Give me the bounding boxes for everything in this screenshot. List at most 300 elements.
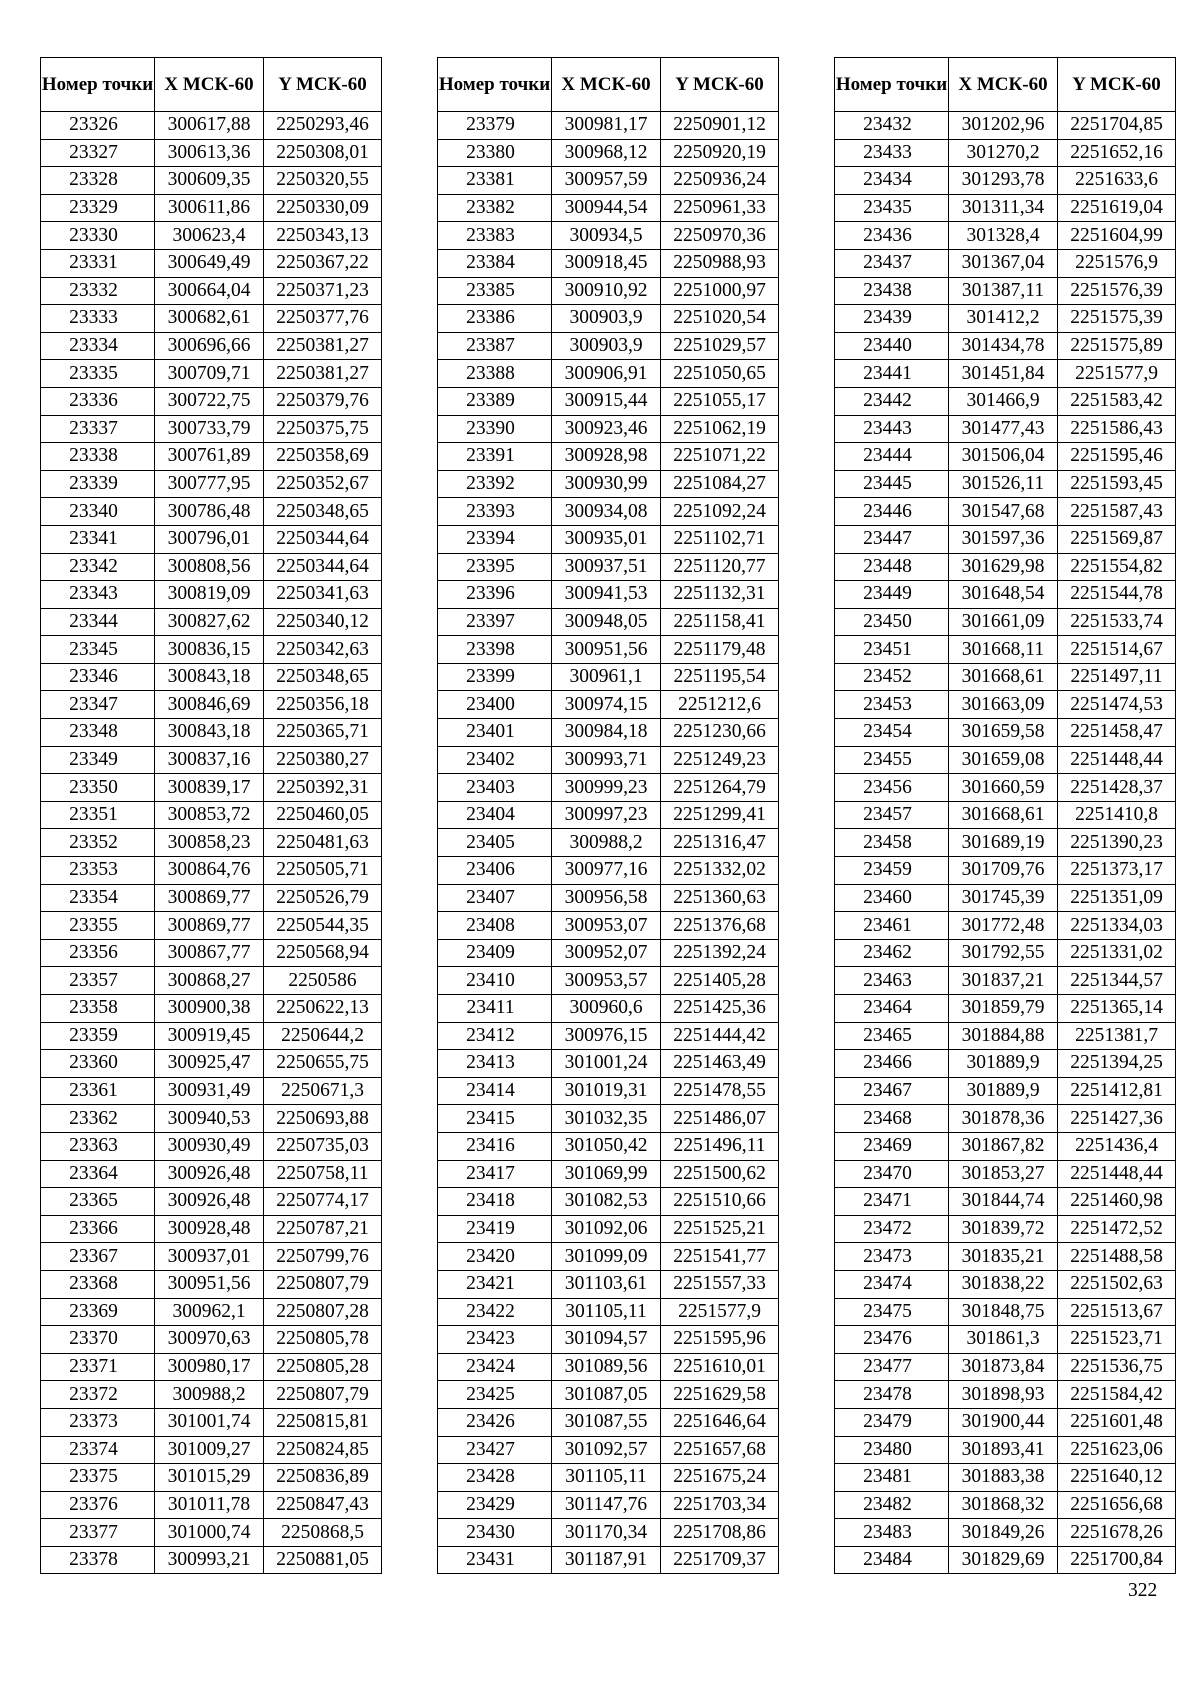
table-row [41,608,382,636]
table-row [835,443,1176,471]
cell-point-number: 23446 [835,498,949,526]
cell-x: 301629,98 [949,553,1058,581]
table-row [41,553,382,581]
table-row [835,387,1176,415]
cell-y: 2251523,71 [1058,1326,1176,1354]
table-row [438,498,779,526]
cell-x: 300609,35 [155,167,264,195]
table-row [835,636,1176,664]
cell-y: 2251604,99 [1058,222,1176,250]
cell-y: 2251640,12 [1058,1464,1176,1492]
table-row [835,470,1176,498]
table-row [41,1132,382,1160]
cell-x: 300819,09 [155,581,264,609]
cell-x: 301668,61 [949,663,1058,691]
cell-x: 301019,31 [552,1077,661,1105]
cell-x: 300869,77 [155,884,264,912]
cell-y: 2250868,5 [264,1519,382,1547]
cell-point-number: 23474 [835,1270,949,1298]
cell-x: 301868,32 [949,1491,1058,1519]
cell-point-number: 23430 [438,1519,552,1547]
cell-x: 300696,66 [155,332,264,360]
cell-y: 2251428,37 [1058,774,1176,802]
cell-point-number: 23424 [438,1353,552,1381]
table-row [41,249,382,277]
table-row [438,1077,779,1105]
cell-y: 2251502,63 [1058,1270,1176,1298]
cell-y: 2251575,39 [1058,305,1176,333]
cell-y: 2250348,65 [264,498,382,526]
cell-x: 301293,78 [949,167,1058,195]
cell-x: 300993,71 [552,746,661,774]
table-row [835,1215,1176,1243]
page-number: 322 [1128,1580,1158,1601]
table-row [835,1022,1176,1050]
table-row [438,774,779,802]
cell-point-number: 23428 [438,1464,552,1492]
cell-point-number: 23476 [835,1326,949,1354]
cell-x: 300923,46 [552,415,661,443]
table-row [835,939,1176,967]
table-row [41,112,382,140]
cell-y: 2250799,76 [264,1243,382,1271]
cell-point-number: 23452 [835,663,949,691]
cell-point-number: 23356 [41,939,155,967]
table-row [41,1381,382,1409]
cell-x: 301660,59 [949,774,1058,802]
cell-point-number: 23359 [41,1022,155,1050]
cell-point-number: 23447 [835,525,949,553]
cell-point-number: 23454 [835,719,949,747]
table-body [835,112,1176,1574]
table-row [835,1546,1176,1574]
cell-point-number: 23405 [438,829,552,857]
cell-x: 300961,1 [552,663,661,691]
table-row [41,139,382,167]
cell-point-number: 23354 [41,884,155,912]
cell-x: 301011,78 [155,1491,264,1519]
cell-y: 2251709,37 [661,1546,779,1574]
cell-point-number: 23484 [835,1546,949,1574]
cell-point-number: 23445 [835,470,949,498]
cell-y: 2250787,21 [264,1215,382,1243]
table-row [835,1077,1176,1105]
cell-point-number: 23464 [835,995,949,1023]
cell-point-number: 23369 [41,1298,155,1326]
table-row [835,332,1176,360]
cell-point-number: 23480 [835,1436,949,1464]
cell-y: 2250348,65 [264,663,382,691]
table-row [438,112,779,140]
cell-point-number: 23440 [835,332,949,360]
cell-x: 300935,01 [552,525,661,553]
cell-point-number: 23347 [41,691,155,719]
cell-y: 2250343,13 [264,222,382,250]
table-row [438,360,779,388]
cell-x: 300869,77 [155,912,264,940]
coordinates-table-2 [437,57,779,1574]
cell-y: 2251700,84 [1058,1546,1176,1574]
cell-x: 301087,05 [552,1381,661,1409]
cell-x: 301367,04 [949,249,1058,277]
cell-x: 301884,88 [949,1022,1058,1050]
cell-y: 2251392,24 [661,939,779,967]
cell-x: 300910,92 [552,277,661,305]
cell-point-number: 23375 [41,1464,155,1492]
cell-point-number: 23402 [438,746,552,774]
table-row [41,884,382,912]
cell-point-number: 23383 [438,222,552,250]
cell-y: 2251029,57 [661,332,779,360]
cell-x: 300682,61 [155,305,264,333]
cell-x: 301659,58 [949,719,1058,747]
cell-x: 301547,68 [949,498,1058,526]
table-row [41,774,382,802]
table-row [835,608,1176,636]
cell-y: 2251071,22 [661,443,779,471]
cell-point-number: 23393 [438,498,552,526]
cell-x: 301092,57 [552,1436,661,1464]
cell-x: 301878,36 [949,1105,1058,1133]
cell-y: 2251179,48 [661,636,779,664]
table-row [438,1353,779,1381]
cell-y: 2251557,33 [661,1270,779,1298]
cell-x: 300974,15 [552,691,661,719]
cell-x: 301105,11 [552,1298,661,1326]
cell-point-number: 23330 [41,222,155,250]
cell-point-number: 23328 [41,167,155,195]
table-row [835,1491,1176,1519]
cell-y: 2250671,3 [264,1077,382,1105]
cell-point-number: 23361 [41,1077,155,1105]
cell-x: 301861,3 [949,1326,1058,1354]
header-x: X МСК-60 [949,58,1058,112]
cell-y: 2251381,7 [1058,1022,1176,1050]
cell-y: 2250758,11 [264,1160,382,1188]
cell-y: 2251510,66 [661,1188,779,1216]
cell-y: 2251264,79 [661,774,779,802]
cell-point-number: 23357 [41,967,155,995]
cell-point-number: 23350 [41,774,155,802]
cell-y: 2251212,6 [661,691,779,719]
table-row [835,1132,1176,1160]
cell-x: 301659,08 [949,746,1058,774]
cell-y: 2251576,9 [1058,249,1176,277]
cell-point-number: 23431 [438,1546,552,1574]
cell-point-number: 23327 [41,139,155,167]
cell-point-number: 23339 [41,470,155,498]
table-row [41,912,382,940]
cell-point-number: 23406 [438,857,552,885]
table-row [835,581,1176,609]
cell-y: 2251577,9 [1058,360,1176,388]
cell-y: 2251448,44 [1058,746,1176,774]
table-row [438,1381,779,1409]
header-point-number: Номер точки [438,58,552,112]
cell-point-number: 23404 [438,801,552,829]
table-row [835,967,1176,995]
cell-x: 300611,86 [155,194,264,222]
cell-y: 2250381,27 [264,360,382,388]
table-row [438,194,779,222]
cell-point-number: 23438 [835,277,949,305]
table-row [41,305,382,333]
cell-point-number: 23479 [835,1408,949,1436]
cell-y: 2251652,16 [1058,139,1176,167]
cell-point-number: 23377 [41,1519,155,1547]
table-row [41,498,382,526]
cell-y: 2251050,65 [661,360,779,388]
cell-x: 300925,47 [155,1050,264,1078]
table-row [835,719,1176,747]
cell-y: 2250330,09 [264,194,382,222]
cell-x: 301187,91 [552,1546,661,1574]
cell-point-number: 23411 [438,995,552,1023]
cell-x: 301844,74 [949,1188,1058,1216]
cell-y: 2251587,43 [1058,498,1176,526]
cell-point-number: 23416 [438,1132,552,1160]
cell-y: 2251373,17 [1058,857,1176,885]
cell-point-number: 23459 [835,857,949,885]
table-row [835,1381,1176,1409]
cell-x: 301147,76 [552,1491,661,1519]
table-row [438,939,779,967]
cell-x: 301597,36 [949,525,1058,553]
cell-y: 2251576,39 [1058,277,1176,305]
cell-x: 300999,23 [552,774,661,802]
cell-point-number: 23423 [438,1326,552,1354]
cell-x: 300649,49 [155,249,264,277]
cell-x: 301893,41 [949,1436,1058,1464]
cell-x: 300853,72 [155,801,264,829]
cell-y: 2251230,66 [661,719,779,747]
cell-x: 301069,99 [552,1160,661,1188]
cell-x: 301387,11 [949,277,1058,305]
cell-y: 2251623,06 [1058,1436,1176,1464]
cell-x: 300926,48 [155,1160,264,1188]
cell-x: 301745,39 [949,884,1058,912]
table-row [835,139,1176,167]
cell-x: 301506,04 [949,443,1058,471]
cell-y: 2250988,93 [661,249,779,277]
cell-point-number: 23343 [41,581,155,609]
cell-point-number: 23478 [835,1381,949,1409]
table-row [438,829,779,857]
cell-y: 2250693,88 [264,1105,382,1133]
cell-point-number: 23427 [438,1436,552,1464]
cell-point-number: 23448 [835,553,949,581]
cell-y: 2250356,18 [264,691,382,719]
cell-y: 2251299,41 [661,801,779,829]
cell-point-number: 23439 [835,305,949,333]
cell-y: 2251486,07 [661,1105,779,1133]
cell-x: 301089,56 [552,1353,661,1381]
table-row [438,1436,779,1464]
cell-x: 300617,88 [155,112,264,140]
cell-y: 2250961,33 [661,194,779,222]
cell-x: 300951,56 [155,1270,264,1298]
cell-point-number: 23441 [835,360,949,388]
cell-point-number: 23348 [41,719,155,747]
header-point-number: Номер точки [835,58,949,112]
table-header-row [41,58,382,112]
cell-point-number: 23390 [438,415,552,443]
table-row [438,470,779,498]
cell-x: 300928,98 [552,443,661,471]
table-row [438,884,779,912]
cell-y: 2251610,01 [661,1353,779,1381]
cell-y: 2251249,23 [661,746,779,774]
cell-x: 300903,9 [552,332,661,360]
cell-x: 301103,61 [552,1270,661,1298]
cell-y: 2250505,71 [264,857,382,885]
table-row [438,1270,779,1298]
cell-y: 2251496,11 [661,1132,779,1160]
table-row [41,746,382,774]
table-row [41,1491,382,1519]
cell-x: 300761,89 [155,443,264,471]
table-row [41,443,382,471]
cell-y: 2251584,42 [1058,1381,1176,1409]
table-row [835,1050,1176,1078]
cell-x: 300836,15 [155,636,264,664]
table-row [41,1408,382,1436]
cell-x: 300934,5 [552,222,661,250]
cell-point-number: 23449 [835,581,949,609]
cell-x: 300988,2 [155,1381,264,1409]
cell-x: 300937,01 [155,1243,264,1271]
cell-y: 2251365,14 [1058,995,1176,1023]
cell-x: 300623,4 [155,222,264,250]
cell-point-number: 23334 [41,332,155,360]
cell-x: 300941,53 [552,581,661,609]
table-row [835,1464,1176,1492]
cell-x: 300993,21 [155,1546,264,1574]
cell-y: 2250805,28 [264,1353,382,1381]
cell-x: 300930,49 [155,1132,264,1160]
cell-x: 300951,56 [552,636,661,664]
table-row [438,691,779,719]
cell-y: 2251500,62 [661,1160,779,1188]
cell-point-number: 23403 [438,774,552,802]
cell-y: 2251533,74 [1058,608,1176,636]
cell-y: 2251629,58 [661,1381,779,1409]
table-row [438,415,779,443]
cell-x: 300977,16 [552,857,661,885]
cell-x: 300981,17 [552,112,661,140]
cell-y: 2250655,75 [264,1050,382,1078]
coordinates-table-1 [40,57,382,1574]
cell-y: 2251646,64 [661,1408,779,1436]
cell-point-number: 23332 [41,277,155,305]
table-row [41,1243,382,1271]
table-row [835,774,1176,802]
cell-point-number: 23422 [438,1298,552,1326]
table-row [438,1022,779,1050]
table-row [41,387,382,415]
cell-x: 300944,54 [552,194,661,222]
table-row [835,995,1176,1023]
table-row [41,1436,382,1464]
cell-point-number: 23433 [835,139,949,167]
cell-point-number: 23460 [835,884,949,912]
table-row [41,1298,382,1326]
cell-x: 301094,57 [552,1326,661,1354]
cell-x: 301087,55 [552,1408,661,1436]
cell-y: 2251000,97 [661,277,779,305]
cell-x: 300931,49 [155,1077,264,1105]
cell-y: 2251554,82 [1058,553,1176,581]
cell-point-number: 23399 [438,663,552,691]
table-row [41,719,382,747]
cell-y: 2251436,4 [1058,1132,1176,1160]
cell-point-number: 23419 [438,1215,552,1243]
cell-x: 301848,75 [949,1298,1058,1326]
cell-point-number: 23477 [835,1353,949,1381]
table-row [438,967,779,995]
table-row [438,1132,779,1160]
cell-x: 301328,4 [949,222,1058,250]
cell-x: 301170,34 [552,1519,661,1547]
cell-point-number: 23372 [41,1381,155,1409]
cell-point-number: 23386 [438,305,552,333]
table-row [41,691,382,719]
cell-point-number: 23355 [41,912,155,940]
cell-y: 2250526,79 [264,884,382,912]
cell-y: 2250836,89 [264,1464,382,1492]
table-row [41,332,382,360]
table-row [835,525,1176,553]
cell-point-number: 23367 [41,1243,155,1271]
cell-point-number: 23396 [438,581,552,609]
cell-point-number: 23358 [41,995,155,1023]
table-row [438,912,779,940]
cell-y: 2250365,71 [264,719,382,747]
table-row [835,829,1176,857]
cell-x: 300953,07 [552,912,661,940]
cell-y: 2251474,53 [1058,691,1176,719]
cell-y: 2251316,47 [661,829,779,857]
cell-point-number: 23368 [41,1270,155,1298]
cell-x: 301082,53 [552,1188,661,1216]
cell-x: 301867,82 [949,1132,1058,1160]
cell-y: 2251062,19 [661,415,779,443]
table-row [438,1050,779,1078]
cell-point-number: 23379 [438,112,552,140]
cell-point-number: 23472 [835,1215,949,1243]
header-x: X МСК-60 [155,58,264,112]
cell-point-number: 23401 [438,719,552,747]
cell-point-number: 23392 [438,470,552,498]
cell-y: 2251102,71 [661,525,779,553]
cell-y: 2250807,79 [264,1270,382,1298]
cell-x: 301466,9 [949,387,1058,415]
cell-y: 2250308,01 [264,139,382,167]
cell-point-number: 23436 [835,222,949,250]
cell-x: 301311,34 [949,194,1058,222]
cell-x: 301092,06 [552,1215,661,1243]
table-row [41,1188,382,1216]
cell-x: 300918,45 [552,249,661,277]
cell-y: 2251460,98 [1058,1188,1176,1216]
table-row [438,1188,779,1216]
cell-x: 300934,08 [552,498,661,526]
cell-point-number: 23382 [438,194,552,222]
cell-x: 300846,69 [155,691,264,719]
cell-y: 2251488,58 [1058,1243,1176,1271]
table-row [438,1160,779,1188]
table-row [438,1105,779,1133]
